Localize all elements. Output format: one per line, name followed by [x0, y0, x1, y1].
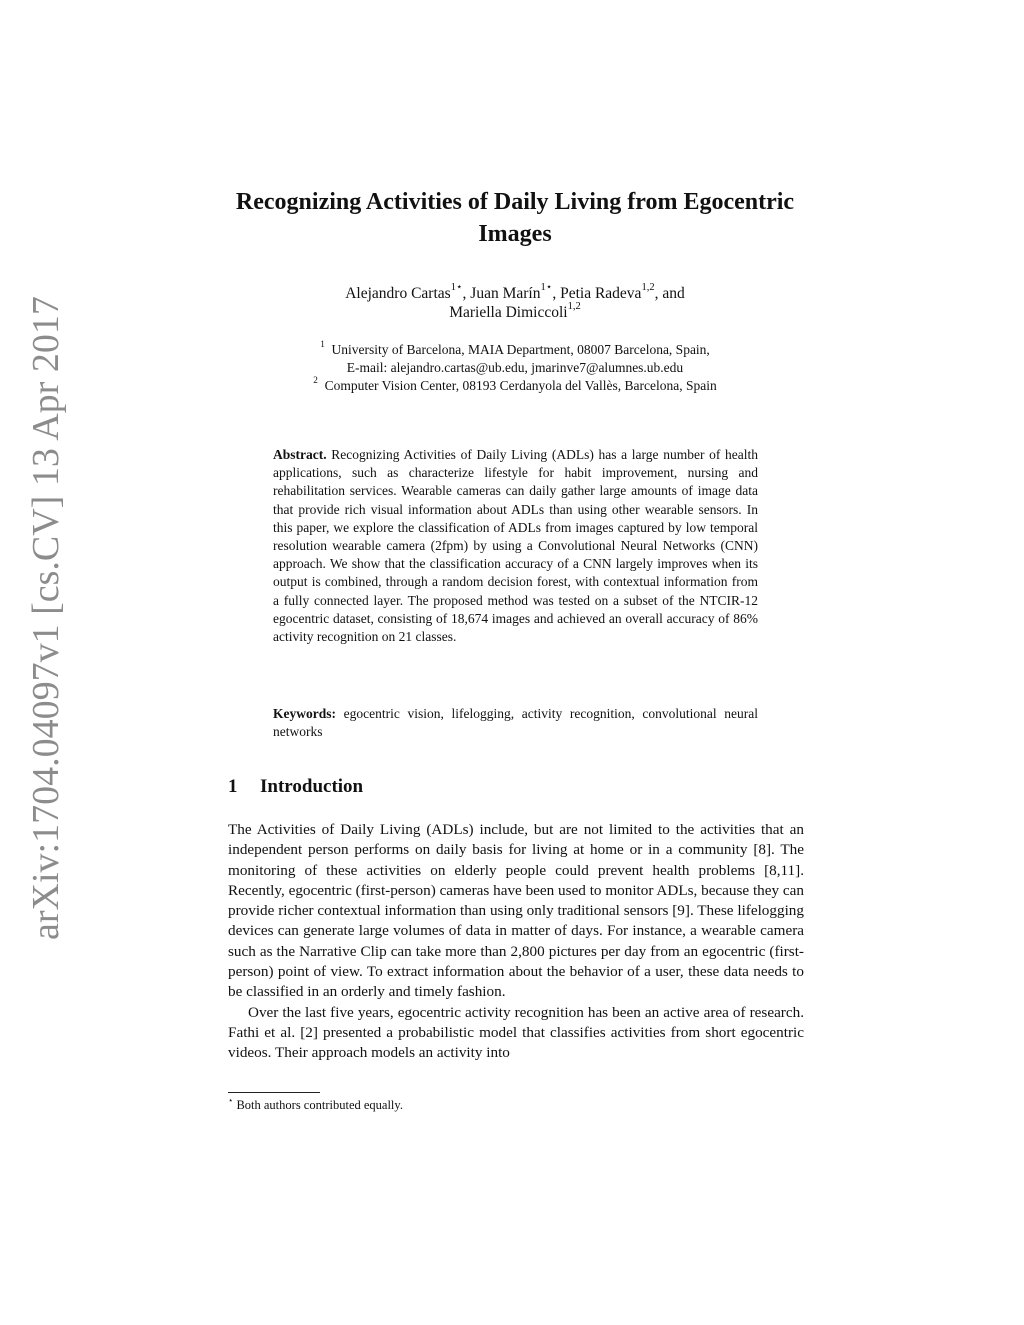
author-name: Petia Radeva [560, 285, 642, 302]
abstract-label: Abstract. [273, 447, 327, 462]
arxiv-identifier: arXiv:1704.04097v1 [cs.CV] 13 Apr 2017 [25, 296, 67, 940]
footnote-mark: ⋆ [228, 1094, 234, 1105]
affiliation-1-email: E-mail: alejandro.cartas@ub.edu, jmarinve7@alumnes.ub.edu [346, 360, 684, 375]
affiliation-2-text: Computer Vision Center, 08193 Cerdanyola del Vallès, Barcelona, Spain [324, 378, 717, 393]
author-list: Alejandro Cartas$^{1⋆}$, Juan Marín$^{1⋆}$, Petia Radeva$^{1,2}$, and Mariella Dimiccoli$^{1,2}$ [345, 282, 685, 321]
section-number: 1 [228, 776, 238, 797]
affiliation-1 [228, 341, 802, 359]
keywords-text: egocentric vision, lifelogging, activity recognition, convolutional neural networks [273, 706, 758, 740]
keywords-label: Keywords: [273, 706, 336, 721]
author-name: Mariella Dimiccoli [449, 304, 568, 321]
affiliation-mark: 1 [320, 339, 325, 350]
author-name: Alejandro Cartas [345, 285, 451, 302]
affiliation-mark: 2 [313, 375, 318, 386]
author-conjunction: and [662, 285, 685, 302]
abstract [273, 446, 758, 646]
author-affiliation-mark: 1⋆ [540, 282, 553, 294]
abstract-text: Recognizing Activities of Daily Living (ADLs) has a large number of health applications, such as characterize lifestyle for habit improvement, nursing and rehabilitation services. Wearable cameras can daily gather large amounts of image data that provide rich visual information about ADLs than using other wearable sensors. In this paper, we explore the classification of ADLs from images captured by low temporal resolution wearable camera (2fpm) by using a Convolutional Neural Networks (CNN) approach. We show that the classification accuracy of a CNN largely improves when its output is combined, through a random decision forest, with contextual information from a fully connected layer. The proposed method was tested on a subset of the NTCIR-12 egocentric dataset, consisting of 18,674 images and achieved an overall accuracy of 86% activity recognition on 21 classes. [273, 447, 758, 645]
section-body [228, 820, 804, 1064]
affiliations [228, 341, 802, 395]
author-affiliation-mark: 1,2 [567, 301, 581, 313]
paragraph: The Activities of Daily Living (ADLs) include, but are not limited to the activities that an independent person performs on daily basis for living at home or in a community [8]. The monitoring of these activities on elderly people could prevent health problems [8,11]. Recently, egocentric (first-person) cameras have been used to monitor ADLs, because they can provide richer contextual information than using only traditional sensors [9]. These lifelogging devices can generate large volumes of data in matter of days. For instance, a wearable camera such as the Narrative Clip can take more than 2,800 pictures per day from an egocentric (first-person) point of view. To extract information about the behavior of a user, these data needs to be classified in an orderly and timely fashion. [228, 821, 804, 1001]
footnote-text: Both authors contributed equally. [236, 1098, 403, 1112]
author-name: Juan Marín [470, 285, 541, 302]
affiliation-1-text: University of Barcelona, MAIA Department, 08007 Barcelona, Spain, [331, 342, 710, 357]
author-affiliation-mark: 1⋆ [450, 282, 463, 294]
author-affiliation-mark: 1,2 [641, 282, 655, 294]
paper-title: Recognizing Activities of Daily Living from Egocentric Images [235, 189, 795, 247]
section-heading [228, 775, 802, 799]
footnote [228, 1094, 802, 1113]
section-title: Introduction [260, 776, 364, 797]
footnote-divider [228, 1092, 320, 1093]
keywords [273, 705, 758, 741]
paragraph: Over the last five years, egocentric activity recognition has been an active area of research. Fathi et al. [2] presented a probabilistic model that classifies activities from short egocentric videos. Their approach models an activity into [228, 1003, 804, 1062]
affiliation-2 [228, 377, 802, 395]
